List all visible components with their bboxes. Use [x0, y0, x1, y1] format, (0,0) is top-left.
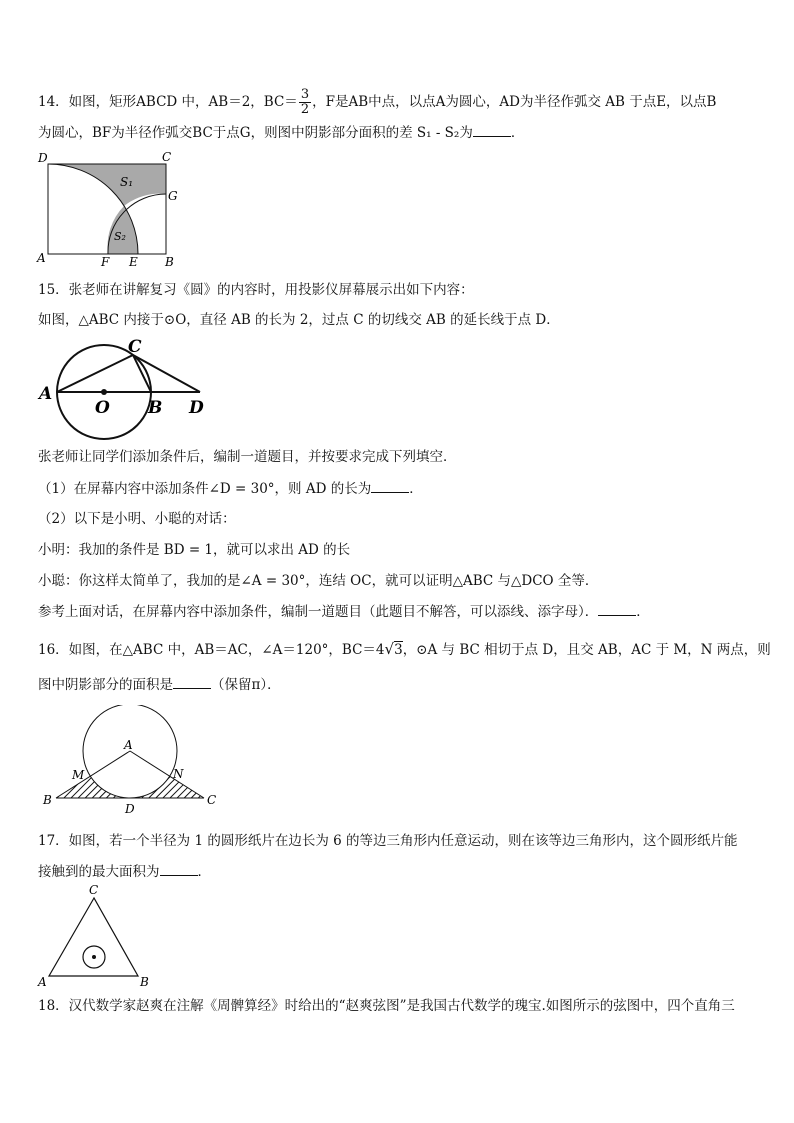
q15-line3: 张老师让同学们添加条件后，编制一道题目，并按要求完成下列填空．	[38, 449, 457, 465]
q17-answer-blank[interactable]	[160, 863, 198, 876]
q14-label-a: A	[37, 251, 46, 265]
q15-line6: 小明：我加的条件是 BD = 1，就可以求出 AD 的长	[38, 542, 351, 558]
q16-text-d: （保留π）．	[211, 677, 281, 693]
q16-label-d: D	[125, 802, 135, 816]
q15-line1: 15．张老师在讲解复习《圆》的内容时，用投影仪屏幕展示出如下内容：	[38, 282, 474, 298]
q14-label-s2: S₂	[114, 230, 126, 243]
q16-line1	[38, 640, 771, 659]
q17-circle-center	[92, 955, 96, 959]
q14-label-e: E	[129, 255, 138, 269]
q16-text-a: 16．如图，在△ABC 中，AB＝AC，∠A＝120°，BC＝4	[38, 642, 385, 658]
q14-fraction-denominator: 2	[300, 102, 310, 117]
q17-line1: 17．如图，若一个半径为 1 的圆形纸片在边长为 6 的等边三角形内任意运动，则在该等边三角形内，这个圆形纸片能	[38, 833, 738, 849]
q16-line2	[38, 676, 281, 694]
q17-text-a: 接触到的最大面积为	[38, 864, 160, 880]
q16-text-b: ，⊙A 与 BC 相切于点 D，且交 AB，AC 于 M，N 两点，则	[402, 642, 771, 658]
q15-center-dot	[101, 389, 107, 395]
q17-label-c: C	[89, 883, 99, 897]
q16-text-c: 图中阴影部分的面积是	[38, 677, 173, 693]
q14-label-b: B	[165, 255, 174, 269]
q14-label-c: C	[162, 150, 172, 164]
q14-text-b: ，F是AB中点，以点A为圆心，AD为半径作弧交 AB 于点E，以点B	[312, 94, 717, 110]
q15-line8	[38, 603, 650, 621]
q15-line4	[38, 480, 423, 498]
q15-label-a: A	[39, 384, 53, 404]
q17-figure	[34, 882, 164, 990]
q14-label-d: D	[38, 151, 48, 165]
q15-part2-end: ．	[636, 604, 650, 620]
q14-label-g: G	[168, 189, 178, 203]
q17-triangle	[49, 898, 138, 976]
q14-fraction-numerator: 3	[300, 87, 310, 102]
q16-label-b: B	[43, 793, 52, 807]
q16-label-a: A	[124, 738, 133, 752]
q18-line1: 18．汉代数学家赵爽在注解《周髀算经》时给出的“赵爽弦图”是我国古代数学的瑰宝.如图所示的弦图中，四个直角三	[38, 998, 735, 1014]
q14-fraction	[299, 88, 311, 117]
q16-sqrt-sign: √	[384, 640, 395, 658]
q15-part1-text: （1）在屏幕内容中添加条件∠D = 30°，则 AD 的长为	[38, 481, 372, 497]
q16-label-m: M	[72, 768, 85, 782]
q14-shade-s1	[48, 164, 166, 206]
q17-label-b: B	[140, 975, 149, 989]
q15-part2-text: 参考上面对话，在屏幕内容中添加条件，编制一道题目（此题目不解答，可以添线、添字母）．	[38, 604, 599, 620]
q16-sqrt-value: 3	[394, 642, 403, 658]
q16-label-c: C	[207, 793, 217, 807]
q15-part1-end: ．	[409, 481, 423, 497]
q15-part1-blank[interactable]	[371, 480, 409, 493]
q15-label-b: B	[148, 398, 163, 418]
q15-label-c: C	[128, 337, 142, 357]
q14-label-f: F	[101, 255, 110, 269]
q15-label-d: D	[189, 398, 204, 418]
q15-part2-blank[interactable]	[598, 603, 636, 616]
q14-text-c: 为圆心，BF为半径作弧交BC于点G，则图中阴影部分面积的差 S₁ - S₂为	[38, 125, 473, 141]
q14-text-a: 14．如图，矩形ABCD 中，AB＝2，BC＝	[38, 94, 298, 110]
q16-answer-blank[interactable]	[173, 676, 211, 689]
q15-line5: （2）以下是小明、小聪的对话：	[38, 511, 236, 527]
q16-figure	[36, 705, 226, 817]
q15-line2: 如图，△ABC 内接于⊙O，直径 AB 的长为 2，过点 C 的切线交 AB 的延长线于点 D．	[38, 312, 560, 328]
q17-label-a: A	[38, 975, 47, 989]
q14-figure	[34, 148, 184, 272]
q14-line1	[38, 88, 716, 117]
q14-line2	[38, 124, 524, 142]
q14-answer-blank[interactable]	[473, 124, 511, 137]
q17-line2	[38, 863, 211, 881]
q15-line7: 小聪：你这样太简单了，我加的是∠A = 30°，连结 OC，就可以证明△ABC 与△DCO 全等．	[38, 573, 599, 589]
q17-text-b: ．	[197, 864, 211, 880]
q16-label-n: N	[173, 767, 184, 781]
q15-label-o: O	[95, 398, 110, 418]
q15-figure	[36, 334, 216, 442]
q14-label-s1: S₁	[120, 175, 134, 189]
q14-text-end: ．	[510, 125, 525, 141]
